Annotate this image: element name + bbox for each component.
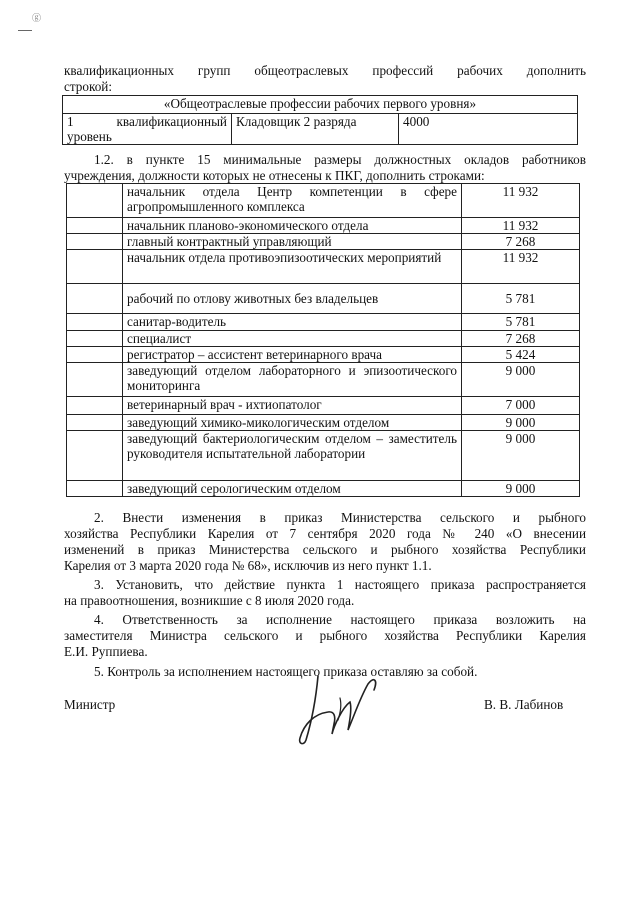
salary-cell: 7 268 bbox=[462, 234, 580, 250]
paragraph-line: на правоотношения, возникшие с 8 июля 2020 года. bbox=[64, 593, 355, 608]
salary-cell: 9 000 bbox=[462, 415, 580, 431]
table-row bbox=[67, 397, 580, 415]
paragraph-line: Карелия от 3 марта 2020 года № 68», исключив из него пункт 1.1. bbox=[64, 558, 432, 573]
position-cell: специалист bbox=[123, 331, 462, 347]
position-cell: заведующий отделом лабораторного и эпизоотического мониторинга bbox=[123, 363, 462, 397]
salary-cell: 5 424 bbox=[462, 347, 580, 363]
position-cell: заведующий бактериологическим отделом – заместитель руководителя испытательной лаборатории bbox=[123, 431, 462, 481]
workers-table-header: «Общеотраслевые профессии рабочих первого уровня» bbox=[63, 96, 578, 114]
paragraph-3 bbox=[64, 577, 586, 609]
table-row bbox=[67, 234, 580, 250]
salary-cell: 11 932 bbox=[462, 250, 580, 284]
salary-cell: 5 781 bbox=[462, 314, 580, 331]
position-cell: начальник отдела Центр компетенции в сфере агропромышленного комплекса bbox=[123, 184, 462, 218]
paragraph-line: учреждения, должности которых не отнесены к ПКГ, дополнить строками: bbox=[64, 168, 485, 183]
table-row bbox=[67, 363, 580, 397]
salary-cell: 7 000 bbox=[462, 397, 580, 415]
signatory-name: В. В. Лабинов bbox=[484, 697, 564, 712]
handwritten-signature-icon bbox=[288, 668, 398, 748]
position-cell: заведующий серологическим отделом bbox=[123, 481, 462, 497]
position-cell: регистратор – ассистент ветеринарного врача bbox=[123, 347, 462, 363]
salary-cell: 11 932 bbox=[462, 184, 580, 218]
salary-table bbox=[66, 183, 580, 497]
paragraph-line: 4. Ответственность за исполнение настоящего приказа возложить на bbox=[94, 612, 586, 627]
table-row bbox=[67, 314, 580, 331]
qualification-level-line: 1 квалификационный bbox=[67, 114, 227, 129]
intro-line: квалификационных групп общеотраслевых профессий рабочих дополнить bbox=[64, 63, 586, 78]
table-row bbox=[67, 481, 580, 497]
paragraph-line: 3. Установить, что действие пункта 1 настоящего приказа распространяется bbox=[94, 577, 586, 592]
paragraph-line: заместителя Министра сельского и рыбного хозяйства Республики Карелия bbox=[64, 628, 586, 643]
paragraph-2 bbox=[64, 510, 586, 574]
position-cell: начальник отдела противоэпизоотических мероприятий bbox=[123, 250, 462, 284]
salary-cell: 4000 bbox=[399, 114, 578, 145]
paragraph-4 bbox=[64, 612, 586, 660]
scan-artifact-icon: ⓖ bbox=[32, 13, 42, 23]
intro-line: строкой: bbox=[64, 79, 113, 94]
position-cell: рабочий по отлову животных без владельцев bbox=[123, 284, 462, 314]
scan-artifact-dash bbox=[18, 30, 32, 31]
paragraph-1-2 bbox=[64, 152, 586, 184]
workers-table bbox=[62, 95, 578, 145]
paragraph-line: хозяйства Республики Карелия от 7 сентября 2020 года № 240 «О внесении bbox=[64, 526, 586, 541]
salary-cell: 9 000 bbox=[462, 481, 580, 497]
table-row bbox=[67, 250, 580, 284]
table-row bbox=[67, 331, 580, 347]
position-cell: санитар-водитель bbox=[123, 314, 462, 331]
salary-cell: 7 268 bbox=[462, 331, 580, 347]
table-row bbox=[67, 218, 580, 234]
salary-cell: 9 000 bbox=[462, 363, 580, 397]
profession-cell: Кладовщик 2 разряда bbox=[232, 114, 399, 145]
position-cell: начальник планово-экономического отдела bbox=[123, 218, 462, 234]
position-cell: ветеринарный врач - ихтиопатолог bbox=[123, 397, 462, 415]
paragraph-line: изменений в приказ Министерства сельского и рыбного хозяйства Республики bbox=[64, 542, 586, 557]
qualification-level-line: уровень bbox=[67, 129, 112, 144]
signatory-title: Министр bbox=[64, 697, 116, 712]
position-cell: главный контрактный управляющий bbox=[123, 234, 462, 250]
table-row bbox=[67, 284, 580, 314]
salary-cell: 5 781 bbox=[462, 284, 580, 314]
qualification-level-cell bbox=[63, 114, 232, 145]
salary-cell: 9 000 bbox=[462, 431, 580, 481]
paragraph-line: 5. Контроль за исполнением настоящего приказа оставляю за собой. bbox=[94, 664, 478, 679]
table-row bbox=[67, 347, 580, 363]
position-cell: заведующий химико-микологическим отделом bbox=[123, 415, 462, 431]
table-row bbox=[67, 184, 580, 218]
paragraph-line: 2. Внести изменения в приказ Министерства сельского и рыбного bbox=[94, 510, 586, 525]
intro-paragraph bbox=[64, 63, 586, 95]
paragraph-line: Е.И. Руппиева. bbox=[64, 644, 148, 659]
salary-cell: 11 932 bbox=[462, 218, 580, 234]
paragraph-line: 1.2. в пункте 15 минимальные размеры должностных окладов работников bbox=[94, 152, 586, 167]
table-row bbox=[67, 415, 580, 431]
table-row bbox=[67, 431, 580, 481]
